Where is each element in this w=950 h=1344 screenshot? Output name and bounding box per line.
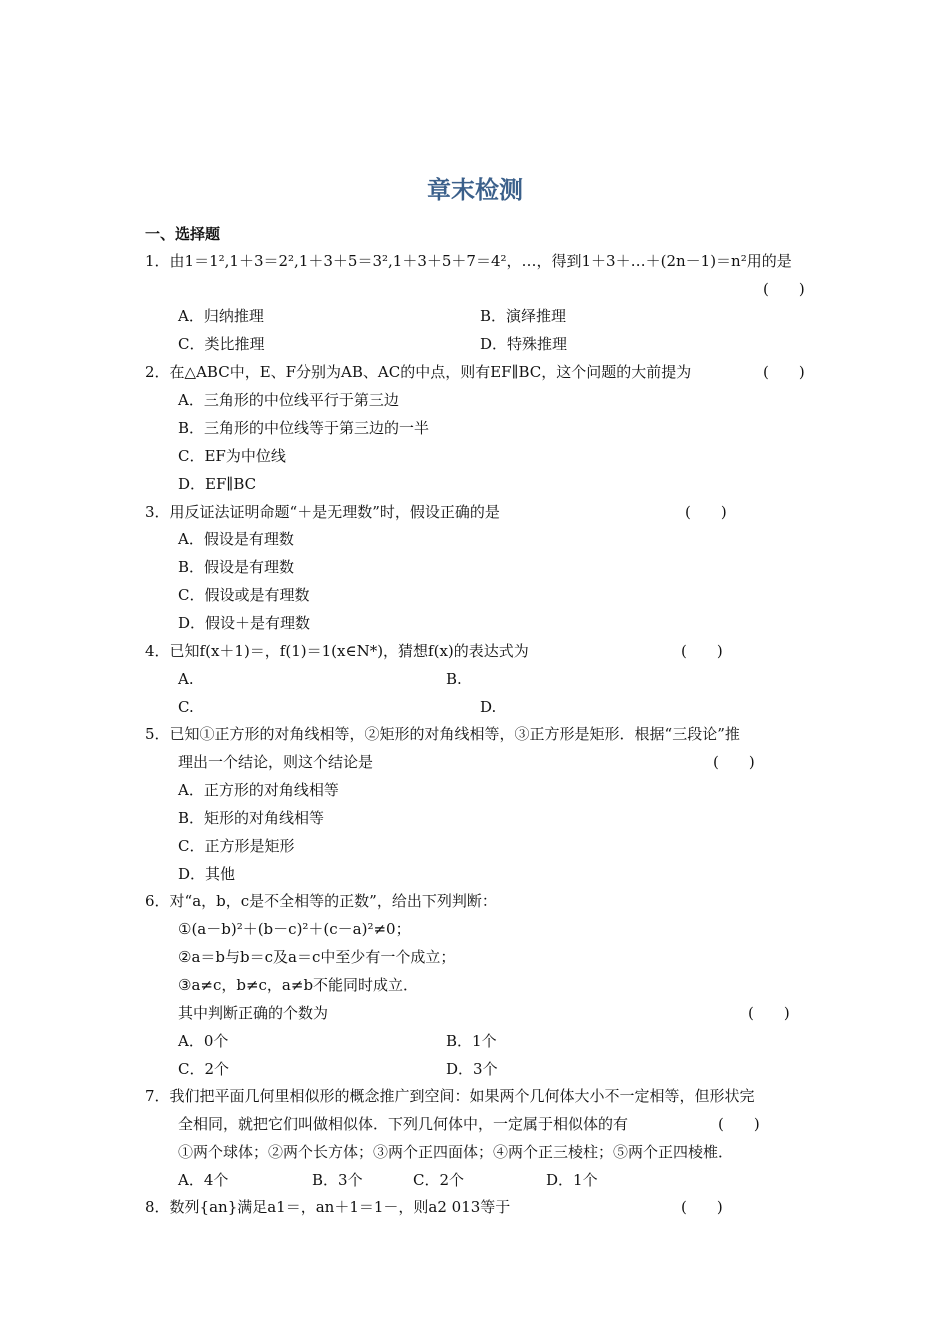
option-c: C．类比推理	[178, 335, 265, 353]
option-b: B．1个	[446, 1032, 497, 1050]
option-a: A．三角形的中位线平行于第三边	[178, 391, 399, 409]
question-number: 5．	[145, 725, 170, 743]
shape-list: ①两个球体；②两个长方体；③两个正四面体；④两个正三棱柱；⑤两个正四棱椎．	[178, 1143, 734, 1161]
question-8	[145, 1197, 510, 1217]
statement-3: ③a≠c，b≠c，a≠b不能同时成立．	[178, 976, 419, 994]
option-d: D．假设＋是有理数	[178, 614, 311, 632]
option-b: B．3个	[312, 1171, 363, 1189]
option-c: C.	[178, 698, 194, 716]
option-b: B．三角形的中位线等于第三边的一半	[178, 419, 430, 437]
question-4	[145, 641, 529, 661]
question-number: 4．	[145, 642, 170, 660]
option-c: C．正方形是矩形	[178, 837, 295, 855]
answer-blank: ( )	[681, 1198, 723, 1216]
question-text: 由1＝1²,1＋3＝2²,1＋3＋5＝3²,1＋3＋5＋7＝4²，…，得到1＋3＋…＋(2n－1)＝n²用的是	[169, 252, 792, 270]
question-text-continued: 理出一个结论，则这个结论是	[178, 753, 374, 771]
question-text: 已知①正方形的对角线相等，②矩形的对角线相等，③正方形是矩形．根据“三段论”推	[169, 725, 740, 743]
question-prompt: 其中判断正确的个数为	[178, 1004, 329, 1022]
question-text: 数列{an}满足a1＝，an＋1＝1－，则a2 013等于	[169, 1198, 511, 1216]
question-text: 用反证法证明命题“＋是无理数”时，假设正确的是	[169, 503, 500, 521]
option-c: C．EF为中位线	[178, 447, 286, 465]
question-number: 7．	[145, 1087, 170, 1105]
option-b: B.	[446, 670, 462, 688]
option-a: A．0个	[178, 1032, 229, 1050]
question-3	[145, 502, 500, 522]
option-a: A．4个	[178, 1171, 229, 1189]
answer-blank: ( )	[763, 280, 805, 298]
option-d: D．特殊推理	[480, 335, 568, 353]
option-a: A．假设是有理数	[178, 530, 294, 548]
question-number: 3．	[145, 503, 170, 521]
option-c: C．假设或是有理数	[178, 586, 310, 604]
question-text: 在△ABC中，E、F分别为AB、AC的中点，则有EF∥BC，这个问题的大前提为	[169, 363, 692, 381]
question-number: 2．	[145, 363, 170, 381]
answer-blank: ( )	[713, 753, 755, 771]
answer-blank: ( )	[685, 503, 727, 521]
answer-blank: ( )	[763, 363, 805, 381]
option-d: D．1个	[546, 1171, 598, 1189]
option-c: C．2个	[413, 1171, 465, 1189]
page-title: 章末检测	[427, 176, 523, 204]
statement-1: ①(a－b)²＋(b－c)²＋(c－a)²≠0；	[178, 920, 411, 938]
question-number: 1．	[145, 252, 170, 270]
question-5	[145, 724, 740, 744]
question-text: 对“a，b，c是不全相等的正数”，给出下列判断：	[169, 892, 497, 910]
statement-2: ②a＝b与b＝c及a＝c中至少有一个成立；	[178, 948, 456, 966]
question-6	[145, 891, 497, 911]
question-7	[145, 1086, 755, 1106]
option-b: B．矩形的对角线相等	[178, 809, 325, 827]
question-number: 6．	[145, 892, 170, 910]
answer-blank: ( )	[718, 1115, 760, 1133]
option-d: D．3个	[446, 1060, 498, 1078]
option-a: A.	[178, 670, 194, 688]
option-a: A．正方形的对角线相等	[178, 781, 339, 799]
question-text: 我们把平面几何里相似形的概念推广到空间：如果两个几何体大小不一定相等，但形状完	[169, 1087, 755, 1105]
option-b: B．假设是有理数	[178, 558, 295, 576]
option-d: D.	[480, 698, 497, 716]
option-c: C．2个	[178, 1060, 230, 1078]
question-number: 8．	[145, 1198, 170, 1216]
question-2	[145, 362, 691, 382]
question-text: 已知f(x＋1)＝，f(1)＝1(x∈N*)，猜想f(x)的表达式为	[169, 642, 529, 660]
answer-blank: ( )	[748, 1004, 790, 1022]
option-a: A．归纳推理	[178, 307, 264, 325]
option-b: B．演绎推理	[480, 307, 567, 325]
question-text-continued: 全相同，就把它们叫做相似体．下列几何体中，一定属于相似体的有	[178, 1115, 629, 1133]
section-heading: 一、选择题	[145, 225, 221, 243]
option-d: D．其他	[178, 865, 236, 883]
question-1	[145, 251, 792, 271]
option-d: D．EF∥BC	[178, 475, 257, 493]
answer-blank: ( )	[681, 642, 723, 660]
